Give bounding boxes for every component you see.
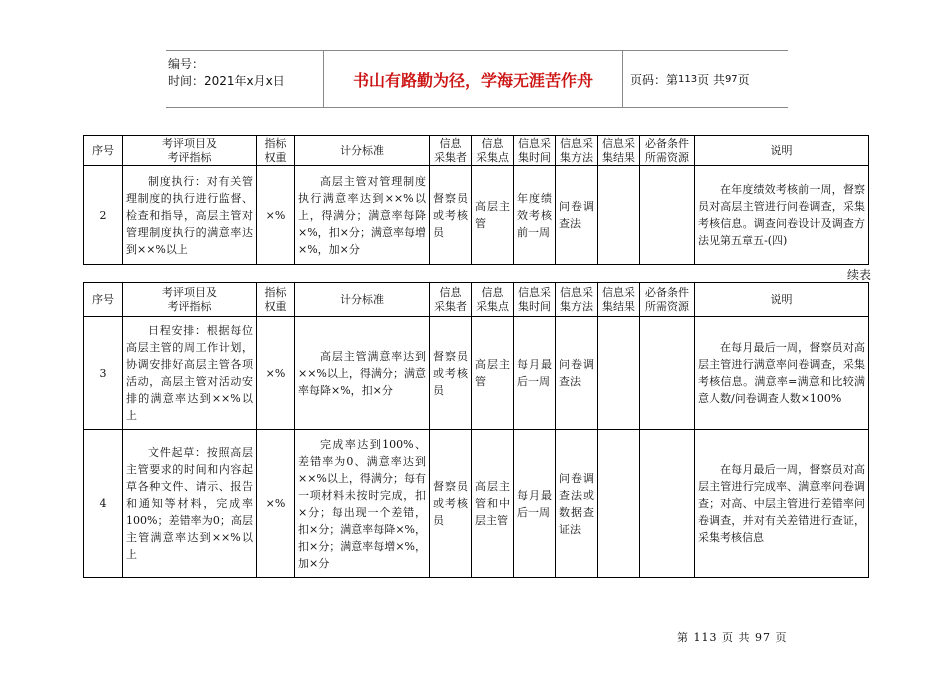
cell-item: 日程安排：根据每位高层主管的周工作计划，协调安排好高层主管各项活动，高层主管对活动安排的满意率达到××%以上	[123, 317, 257, 430]
table-row	[84, 317, 869, 430]
cell-standard: 完成率达到100%、差错率为0、满意率达到××%以上，得满分；每有一项材料未按时完成，扣×分；每出现一个差错，扣×分；满意率每降×%，扣×分；满意率每增×%，加×分	[295, 430, 430, 578]
table-row	[84, 166, 869, 265]
header-col-point: 信息 采集点	[472, 283, 514, 317]
cell-time: 年度绩效考核前一周	[514, 166, 556, 265]
motto: 书山有路勤为径，学海无涯苦作舟	[323, 51, 623, 107]
cell-time: 每月最后一周	[514, 317, 556, 430]
assessment-table-2	[83, 282, 869, 578]
header-col-standard: 计分标准	[295, 136, 430, 166]
table-row	[84, 430, 869, 578]
page-indicator	[622, 51, 788, 107]
page-footer: 第 113 页 共 97 页	[677, 631, 788, 644]
header-col-resource: 必备条件 所需资源	[640, 136, 695, 166]
cell-result	[598, 317, 640, 430]
header-col-method: 信息采 集方法	[556, 283, 598, 317]
cell-standard: 高层主管对管理制度执行满意率达到××%以上，得满分；满意率每降×%，扣×分；满意率每增×%，加×分	[295, 166, 430, 265]
cell-result	[598, 166, 640, 265]
number-label: 编号：	[168, 57, 205, 71]
cell-note: 在年度绩效考核前一周，督察员对高层主管进行问卷调查，采集考核信息。调查问卷设计及调查方法见第五章五-(四)	[695, 166, 869, 265]
cell-collector: 督察员或考核员	[430, 317, 472, 430]
cell-method: 问卷调查法或数据查证法	[556, 430, 598, 578]
header-col-weight: 指标 权重	[257, 136, 295, 166]
cell-weight: ×%	[257, 166, 295, 265]
header-col-standard: 计分标准	[295, 283, 430, 317]
cell-note: 在每月最后一周，督察员对高层主管进行满意率问卷调查，采集考核信息。满意率=满意和比较满意人数/问卷调查人数×100%	[695, 317, 869, 430]
page-total: 97	[724, 73, 738, 85]
header-col-method: 信息采 集方法	[556, 136, 598, 166]
table-header-row	[84, 283, 869, 317]
cell-point: 高层主管	[472, 166, 514, 265]
header-col-time: 信息采 集时间	[514, 283, 556, 317]
header-col-weight: 指标 权重	[257, 283, 295, 317]
cell-item: 文件起草：按照高层主管要求的时间和内容起草各种文件、请示、报告和通知等材料，完成率100%；差错率为0；高层主管满意率达到××%以上	[123, 430, 257, 578]
continued-label: 续表	[847, 268, 872, 282]
cell-weight: ×%	[257, 430, 295, 578]
cell-no: 4	[84, 430, 123, 578]
header-col-no: 序号	[84, 283, 123, 317]
header-col-result: 信息采 集结果	[598, 136, 640, 166]
page-header	[166, 50, 788, 108]
header-col-collector: 信息 采集者	[430, 283, 472, 317]
cell-resource	[640, 430, 695, 578]
cell-time: 每月最后一周	[514, 430, 556, 578]
cell-weight: ×%	[257, 317, 295, 430]
table-header-row	[84, 136, 869, 166]
header-col-time: 信息采 集时间	[514, 136, 556, 166]
cell-resource	[640, 317, 695, 430]
cell-no: 3	[84, 317, 123, 430]
header-col-result: 信息采 集结果	[598, 283, 640, 317]
cell-collector: 督察员或考核员	[430, 430, 472, 578]
header-col-note: 说明	[695, 136, 869, 166]
cell-method: 问卷调查法	[556, 166, 598, 265]
header-col-collector: 信息 采集者	[430, 136, 472, 166]
cell-no: 2	[84, 166, 123, 265]
header-col-point: 信息 采集点	[472, 136, 514, 166]
cell-standard: 高层主管满意率达到××%以上，得满分；满意率每降×%，扣×分	[295, 317, 430, 430]
header-col-item: 考评项目及 考评指标	[123, 283, 257, 317]
header-col-no: 序号	[84, 136, 123, 166]
header-col-note: 说明	[695, 283, 869, 317]
page-prefix: 页码：第	[630, 72, 679, 87]
cell-result	[598, 430, 640, 578]
cell-note: 在每月最后一周，督察员对高层主管进行完成率、满意率问卷调查；对高、中层主管进行差错率问卷调查，并对有关差错进行查证，采集考核信息	[695, 430, 869, 578]
cell-method: 问卷调查法	[556, 317, 598, 430]
cell-resource	[640, 166, 695, 265]
cell-point: 高层主管和中层主管	[472, 430, 514, 578]
header-col-item: 考评项目及 考评指标	[123, 136, 257, 166]
header-meta	[166, 51, 322, 107]
page-suffix: 页	[737, 72, 750, 87]
cell-item: 制度执行：对有关管理制度的执行进行监督、检查和指导，高层主管对管理制度执行的满意率达到××%以上	[123, 166, 257, 265]
time-label: 时间：2021年x月x日	[168, 74, 285, 88]
header-col-resource: 必备条件 所需资源	[640, 283, 695, 317]
cell-collector: 督察员或考核员	[430, 166, 472, 265]
page-number: 113	[678, 73, 698, 85]
cell-point: 高层主管	[472, 317, 514, 430]
assessment-table-1	[83, 135, 869, 265]
page-mid: 页 共	[697, 72, 725, 87]
